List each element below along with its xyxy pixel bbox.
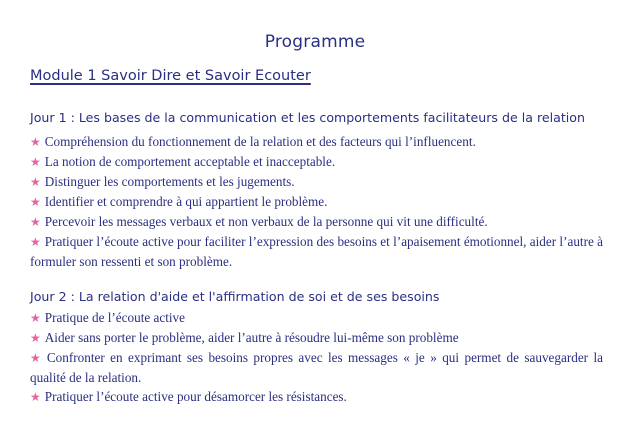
list-item: ★ Compréhension du fonctionnement de la relation et des facteurs qui l’influencent. [30, 134, 476, 149]
list-item: ★ Percevoir les messages verbaux et non verbaux de la personne qui vit une difficulté. [30, 214, 488, 229]
star-icon: ★ [30, 215, 41, 229]
list-item: ★ Identifier et comprendre à qui appartient le problème. [30, 194, 328, 209]
star-icon: ★ [30, 311, 41, 325]
star-icon: ★ [30, 135, 41, 149]
list-item: ★ La notion de comportement acceptable et inacceptable. [30, 154, 336, 169]
day-1-heading: Jour 1 : Les bases de la communication et les comportements facilitateurs de la relation [30, 110, 585, 125]
list-item: ★ Pratiquer l’écoute active pour faciliter l’expression des besoins et l’apaisement émotionnel, aider l’autre à formuler son ressenti et son problème. [30, 234, 603, 269]
page-title: Programme [264, 32, 366, 52]
list-item: ★ Aider sans porter le problème, aider l’autre à résoudre lui-même son problème [30, 330, 459, 345]
module-title: Module 1 Savoir Dire et Savoir Ecouter [30, 68, 311, 84]
list-item: ★ Pratiquer l’écoute active pour désamorcer les résistances. [30, 389, 347, 404]
star-icon: ★ [30, 235, 41, 249]
star-icon: ★ [30, 175, 41, 189]
star-icon: ★ [30, 390, 41, 404]
star-icon: ★ [30, 351, 43, 365]
star-icon: ★ [30, 195, 41, 209]
day-1-list [30, 132, 603, 271]
list-item: ★ Confronter en exprimant ses besoins propres avec les messages « je » qui permet de sauvegarder la qualité de la relation. [30, 350, 604, 385]
star-icon: ★ [30, 331, 41, 345]
star-icon: ★ [30, 155, 41, 169]
list-item: ★ Distinguer les comportements et les jugements. [30, 174, 295, 189]
list-item: ★ Pratique de l’écoute active [30, 310, 185, 325]
day-2-heading: Jour 2 : La relation d'aide et l'affirmation de soi et de ses besoins [30, 289, 440, 304]
day-2-list [30, 308, 603, 407]
